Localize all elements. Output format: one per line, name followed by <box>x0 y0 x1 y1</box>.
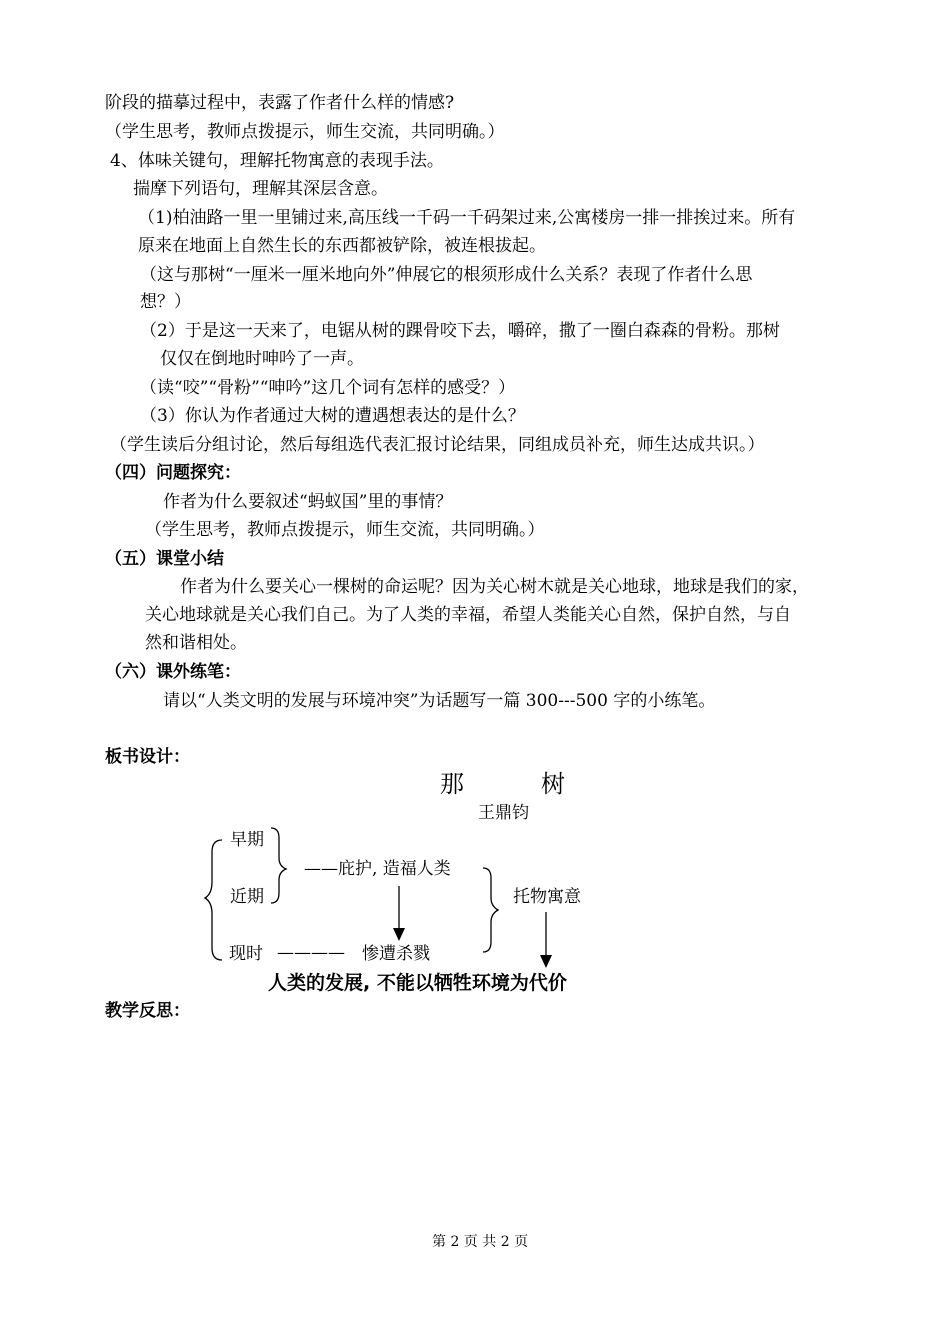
left-brace <box>205 840 222 960</box>
right-brace-large <box>483 868 498 952</box>
board-present-dash: ———— <box>277 943 345 963</box>
board-protect: ——庇护, 造福人类 <box>304 859 451 879</box>
board-metaphor: 托物寓意 <box>513 887 581 907</box>
text-line: 关心地球就是关心我们自己。为了人类的幸福，希望人类能关心自然，保护自然，与自 <box>145 605 791 625</box>
board-early: 早期 <box>230 830 264 850</box>
text-line: 仅仅在倒地时呻吟了一声。 <box>160 349 364 369</box>
board-design-heading: 板书设计： <box>105 747 190 767</box>
text-line: 阶段的描摹过程中，表露了作者什么样的情感? <box>105 93 455 113</box>
text-line: （学生读后分组讨论，然后每组选代表汇报讨论结果，同组成员补充，师生达成共识。） <box>110 435 765 455</box>
text-line: 然和谐相处。 <box>145 633 247 653</box>
text-line: 想？） <box>140 292 191 312</box>
right-brace-small <box>271 828 286 903</box>
text-line: （读“咬”“骨粉”“呻吟”这几个词有怎样的感受？） <box>140 378 516 398</box>
board-conclusion: 人类的发展, 不能以牺牲环境为代价 <box>268 972 567 994</box>
text-line: （3）你认为作者通过大树的遭遇想表达的是什么？ <box>140 406 525 426</box>
section-heading: （六）课外练笔： <box>105 662 241 682</box>
board-recent: 近期 <box>230 887 264 907</box>
arrowhead-conclusion <box>540 955 552 968</box>
text-line: 请以“人类文明的发展与环境冲突”为话题写一篇 300---500 字的小练笔。 <box>163 691 716 711</box>
text-line: （学生思考，教师点拨提示，师生交流，共同明确。） <box>145 520 545 540</box>
page-footer: 第 2 页 共 2 页 <box>432 1234 529 1250</box>
text-line: （1)柏油路一里一里铺过来,高压线一千码一千码架过来,公寓楼房一排一排挨过来。所有 <box>138 208 796 228</box>
board-present: 现时 <box>229 944 263 964</box>
text-line: 作者为什么要关心一棵树的命运呢？因为关心树木就是关心地球，地球是我们的家， <box>180 577 809 597</box>
text-line: 原来在地面上自然生长的东西都被铲除，被连根拔起。 <box>138 236 546 256</box>
reflection-heading: 教学反思： <box>105 1001 190 1021</box>
board-killed: 惨遭杀戮 <box>362 944 430 964</box>
text-line: （这与那树“一厘米一厘米地向外”伸展它的根须形成什么关系？表现了作者什么思 <box>140 265 753 285</box>
board-author: 王鼎钧 <box>478 803 529 823</box>
board-title-right: 树 <box>541 770 565 798</box>
section-heading: （四）问题探究： <box>105 463 241 483</box>
board-title-left: 那 <box>440 770 464 798</box>
text-line: 揣摩下列语句，理解其深层含意。 <box>133 179 388 199</box>
text-line: 作者为什么要叙述“蚂蚁国”里的事情？ <box>163 492 453 512</box>
text-line: （学生思考，教师点拨提示，师生交流，共同明确。） <box>105 122 505 142</box>
text-line: （2）于是这一天来了，电锯从树的踝骨咬下去，嚼碎，撒了一圈白森森的骨粉。那树 <box>140 321 780 341</box>
item-heading: 4、体味关键句，理解托物寓意的表现手法。 <box>110 151 444 171</box>
section-heading: （五）课堂小结 <box>105 549 224 569</box>
arrowhead-killed <box>393 928 405 941</box>
